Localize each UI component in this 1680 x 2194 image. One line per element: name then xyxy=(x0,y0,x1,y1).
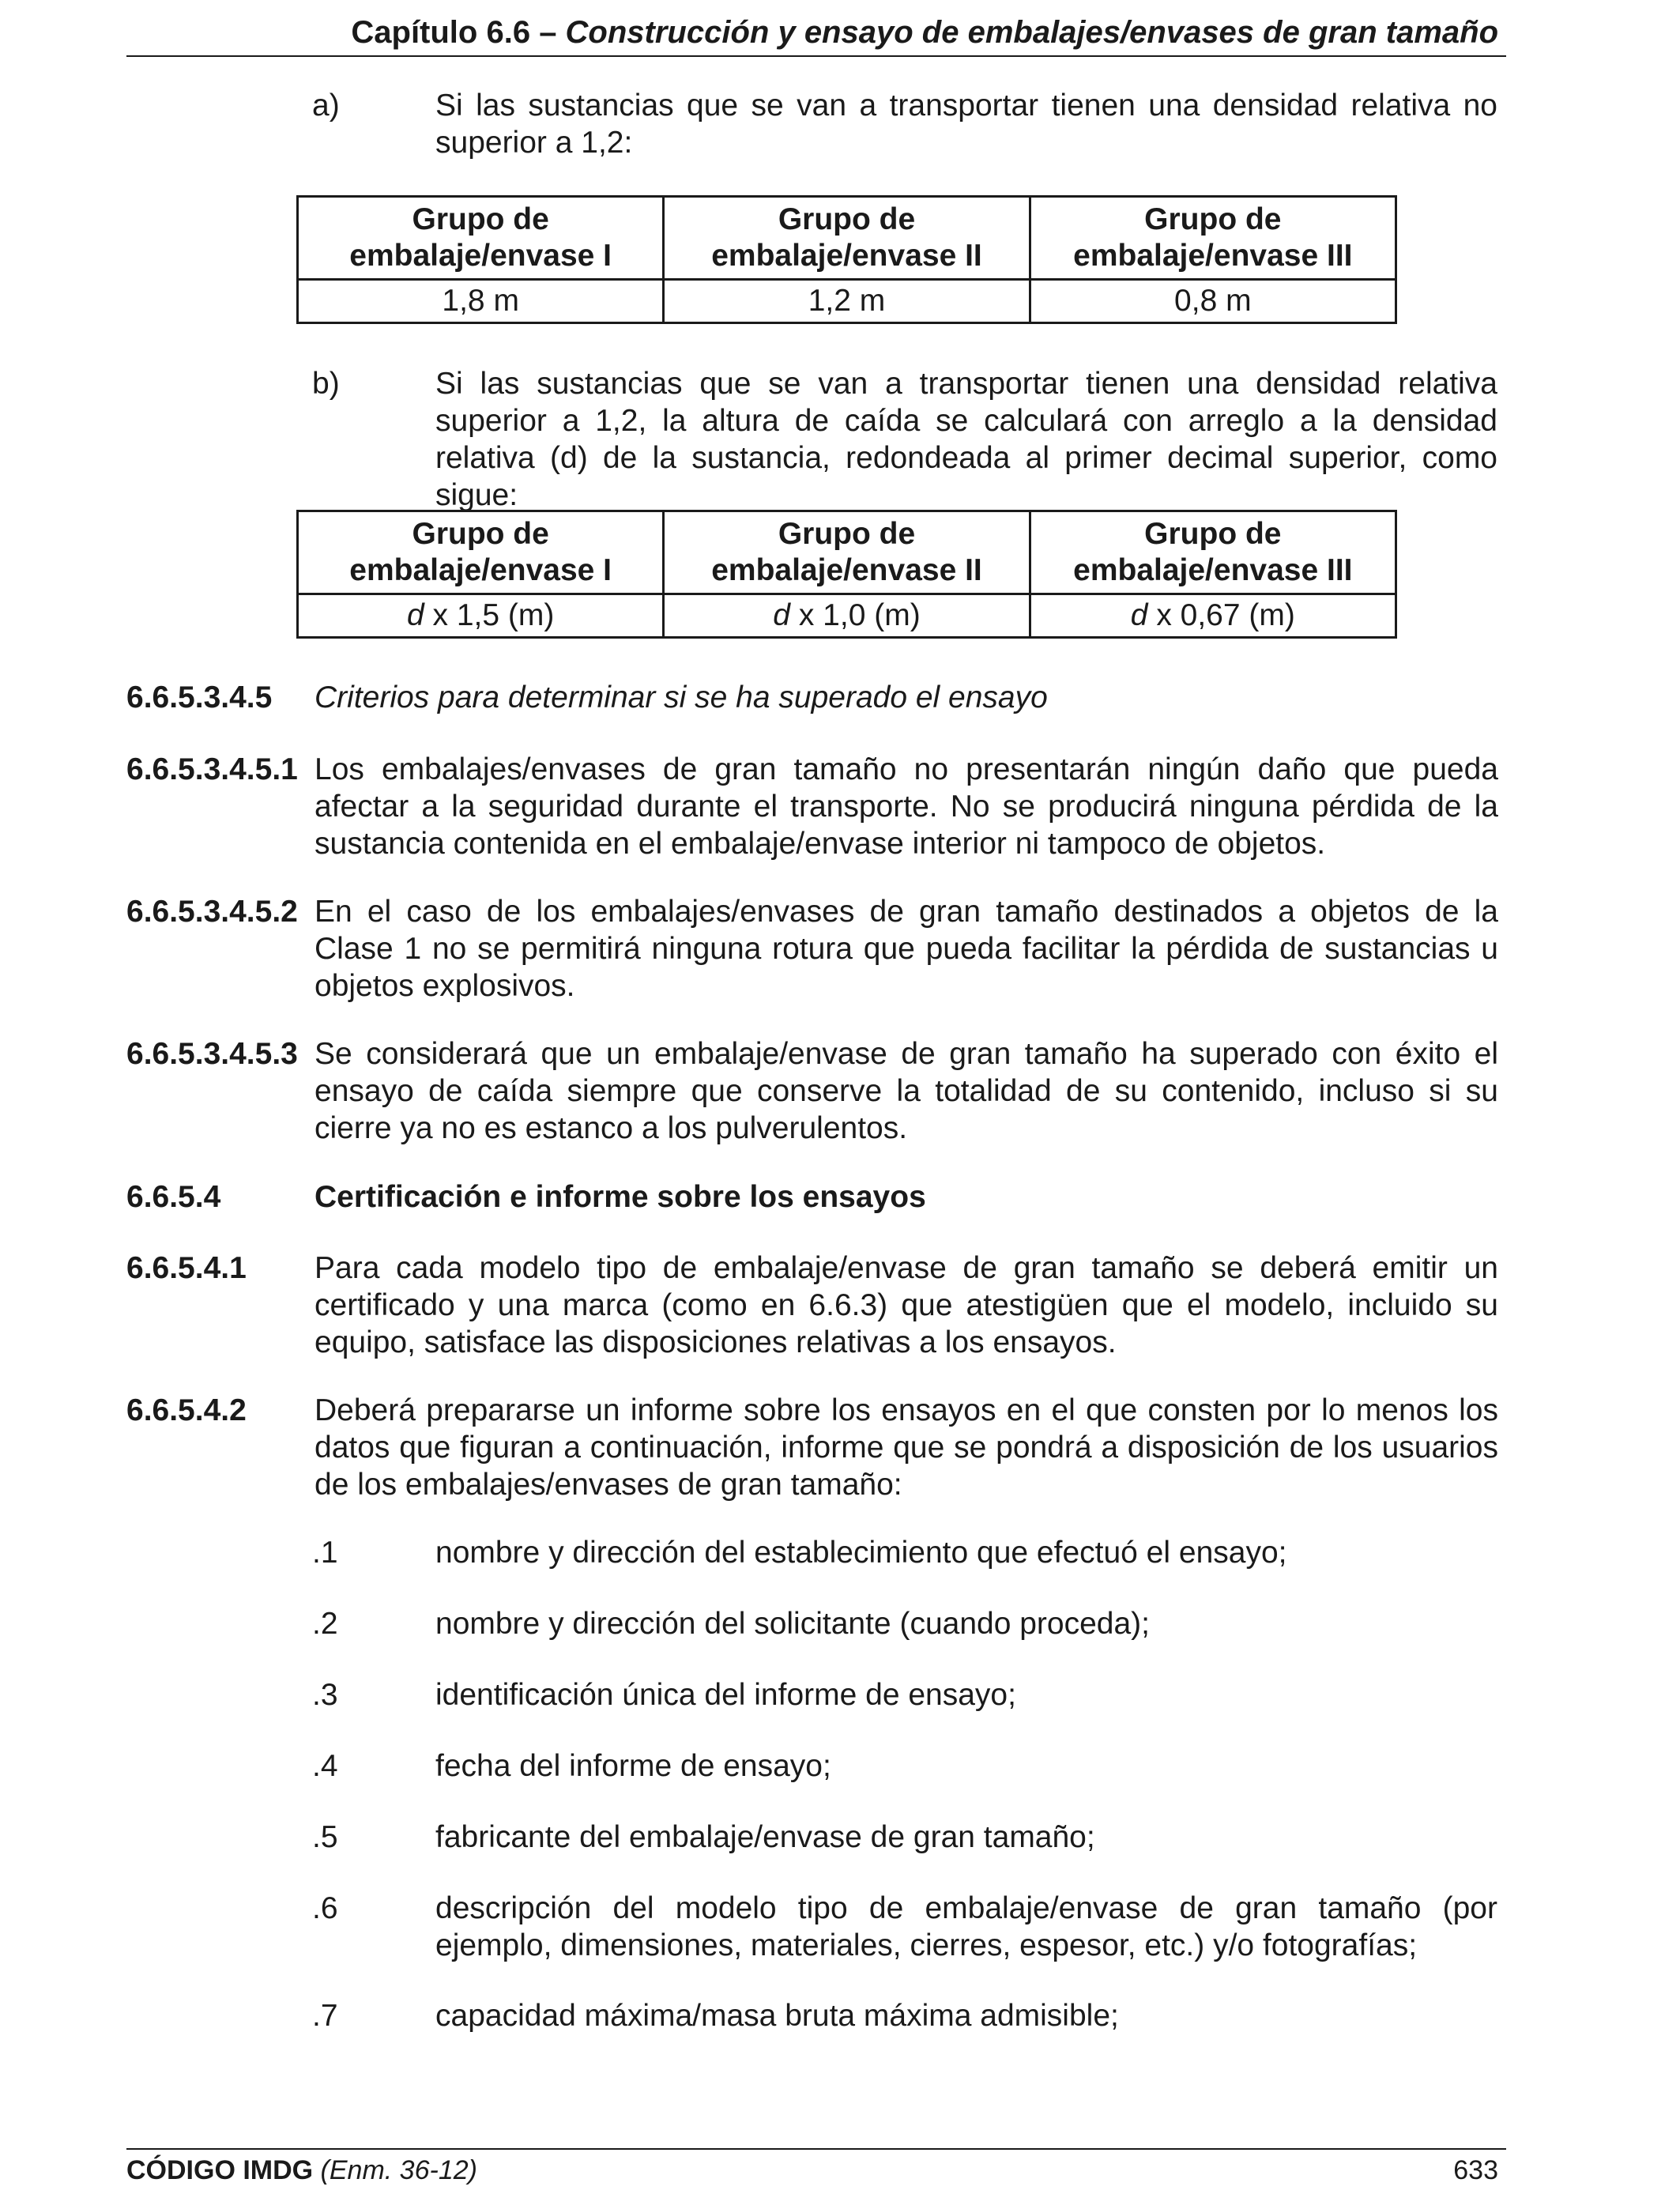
running-footer xyxy=(126,2153,477,2188)
footer-rule xyxy=(126,2148,1506,2150)
density-variable: d xyxy=(773,598,790,632)
drop-height-table-a xyxy=(296,195,1397,324)
list-text: descripción del modelo tipo de embalaje/envase de gran tamaño (por ejemplo, dimensiones, materiales, cierres, espesor, etc.) y/o fotografías; xyxy=(435,1891,1497,1962)
table-row xyxy=(298,280,1396,323)
section-number: 6.6.5.4 xyxy=(126,1180,221,1214)
table-header-row xyxy=(298,197,1396,280)
list-text: fabricante del embalaje/envase de gran tamaño; xyxy=(435,1820,1095,1854)
list-marker: .3 xyxy=(312,1678,338,1712)
list-text: nombre y dirección del establecimiento que efectuó el ensayo; xyxy=(435,1536,1287,1570)
table-cell xyxy=(1030,594,1396,638)
formula-factor: x 1,0 (m) xyxy=(790,598,921,632)
section-paragraph: Se considerará que un embalaje/envase de gran tamaño ha superado con éxito el ensayo de caída siempre que conserve la totalidad de su contenido, incluso si su cierre ya no es estanco a los pulverulentos. xyxy=(315,1037,1498,1145)
code-name: CÓDIGO IMDG xyxy=(126,2155,314,2185)
density-variable: d xyxy=(1130,598,1148,632)
list-marker: .1 xyxy=(312,1536,338,1570)
section-number: 6.6.5.3.4.5 xyxy=(126,680,273,714)
chapter-title: Construcción y ensayo de embalajes/envases de gran tamaño xyxy=(565,15,1498,50)
header-rule xyxy=(126,55,1506,57)
item-a-marker: a) xyxy=(312,89,340,123)
table-header-cell: Grupo de embalaje/envase I xyxy=(298,511,664,594)
item-b-marker: b) xyxy=(312,367,340,401)
list-text: nombre y dirección del solicitante (cuando proceda); xyxy=(435,1607,1150,1641)
section-number: 6.6.5.3.4.5.1 xyxy=(126,752,298,786)
running-header xyxy=(126,13,1498,52)
section-paragraph: Deberá prepararse un informe sobre los ensayos en el que consten por lo menos los datos que figuran a continuación, informe que se pondrá a disposición de los usuarios de los embalajes/envases de gran tamaño: xyxy=(315,1393,1498,1502)
table-header-cell: Grupo de embalaje/envase III xyxy=(1030,511,1396,594)
section-heading: Criterios para determinar si se ha superado el ensayo xyxy=(315,680,1048,714)
drop-height-table-b xyxy=(296,510,1397,639)
table-cell: 0,8 m xyxy=(1030,280,1396,323)
chapter-number: Capítulo 6.6 – xyxy=(351,15,566,50)
list-marker: .2 xyxy=(312,1607,338,1641)
table-header-cell: Grupo de embalaje/envase II xyxy=(664,197,1030,280)
section-number: 6.6.5.4.2 xyxy=(126,1393,247,1427)
section-paragraph: En el caso de los embalajes/envases de gran tamaño destinados a objetos de la Clase 1 no se permitirá ninguna rotura que pueda facilitar la pérdida de sustancias u objetos explosivos. xyxy=(315,895,1498,1003)
table-cell: 1,8 m xyxy=(298,280,664,323)
section-paragraph: Para cada modelo tipo de embalaje/envase de gran tamaño se deberá emitir un certificado y una marca (como en 6.6.3) que atestigüen que el modelo, incluido su equipo, satisface las disposiciones relativas a los ensayos. xyxy=(315,1251,1498,1359)
section-number: 6.6.5.4.1 xyxy=(126,1251,247,1285)
page-number: 633 xyxy=(1453,2155,1498,2185)
table-row xyxy=(298,594,1396,638)
section-paragraph: Los embalajes/envases de gran tamaño no presentarán ningún daño que pueda afectar a la seguridad durante el transporte. No se producirá ninguna pérdida de la sustancia contenida en el embalaje/envase interior ni tampoco de objetos. xyxy=(315,752,1498,861)
table-header-cell: Grupo de embalaje/envase III xyxy=(1030,197,1396,280)
section-heading: Certificación e informe sobre los ensayos xyxy=(315,1180,926,1214)
table-cell: 1,2 m xyxy=(664,280,1030,323)
list-text: identificación única del informe de ensayo; xyxy=(435,1678,1016,1712)
section-number: 6.6.5.3.4.5.2 xyxy=(126,895,298,929)
table-header-row xyxy=(298,511,1396,594)
density-variable: d xyxy=(406,598,424,632)
section-number: 6.6.5.3.4.5.3 xyxy=(126,1037,298,1071)
list-marker: .4 xyxy=(312,1749,338,1783)
list-text: fecha del informe de ensayo; xyxy=(435,1749,831,1783)
formula-factor: x 0,67 (m) xyxy=(1147,598,1295,632)
table-cell xyxy=(664,594,1030,638)
list-marker: .5 xyxy=(312,1820,338,1854)
formula-factor: x 1,5 (m) xyxy=(424,598,555,632)
table-cell xyxy=(298,594,664,638)
list-marker: .6 xyxy=(312,1891,338,1925)
list-text: capacidad máxima/masa bruta máxima admisible; xyxy=(435,1999,1119,2033)
amendment: (Enm. 36-12) xyxy=(313,2155,477,2185)
table-header-cell: Grupo de embalaje/envase II xyxy=(664,511,1030,594)
item-b-text: Si las sustancias que se van a transportar tienen una densidad relativa superior a 1,2, la altura de caída se calculará con arreglo a la densidad relativa (d) de la sustancia, redondeada al primer decimal superior, como sigue: xyxy=(435,367,1497,512)
table-header-cell: Grupo de embalaje/envase I xyxy=(298,197,664,280)
item-a-text: Si las sustancias que se van a transportar tienen una densidad relativa no superior a 1,2: xyxy=(435,89,1497,160)
list-marker: .7 xyxy=(312,1999,338,2033)
